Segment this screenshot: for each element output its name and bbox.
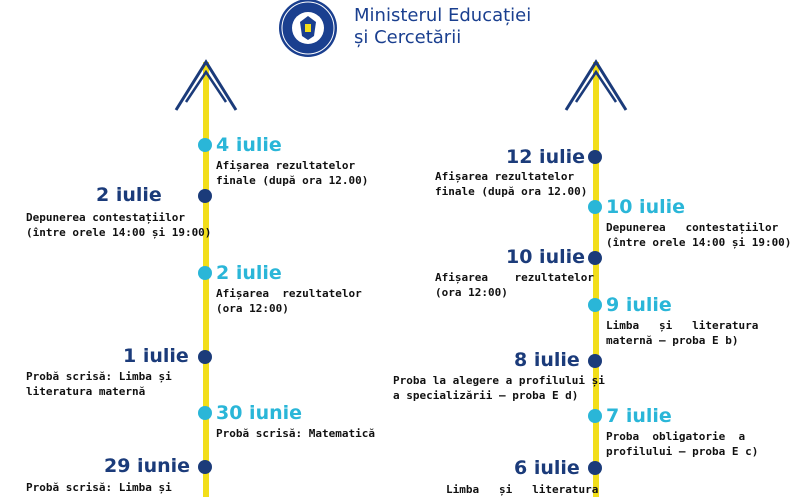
right-event-6-date: 7 iulie bbox=[606, 405, 672, 427]
left-event-1-date: 4 iulie bbox=[216, 134, 282, 156]
left-event-4-desc: Probă scrisă: Limba și literatura maternă bbox=[26, 370, 172, 398]
right-event-4-desc: Limba și literatura maternă – proba E b) bbox=[606, 319, 759, 347]
left-event-3-date: 2 iulie bbox=[216, 262, 282, 284]
right-event-7-desc: Limba și literatura bbox=[446, 483, 599, 496]
ministry-title-line1: Ministerul Educației bbox=[354, 5, 532, 26]
right-dot-7 bbox=[588, 461, 602, 475]
left-dot-3 bbox=[198, 266, 212, 280]
left-event-6-date: 29 iunie bbox=[104, 455, 191, 477]
right-event-3-date: 10 iulie bbox=[506, 246, 586, 268]
left-event-4-date: 1 iulie bbox=[123, 345, 189, 367]
right-event-6-desc: Proba obligatorie a profilului – proba E c) bbox=[606, 430, 759, 458]
right-dot-3 bbox=[588, 251, 602, 265]
left-event-2-desc: Depunerea contestațiilor (între orele 14:00 și 19:00) bbox=[26, 211, 212, 239]
left-event-2-date: 2 iulie bbox=[96, 184, 162, 206]
left-event-3-desc: Afișarea rezultatelor (ora 12:00) bbox=[216, 287, 362, 315]
right-dot-5 bbox=[588, 354, 602, 368]
ministry-title-line2: și Cercetării bbox=[354, 27, 462, 48]
left-dot-6 bbox=[198, 460, 212, 474]
right-event-3-desc: Afișarea rezultatelor (ora 12:00) bbox=[435, 271, 594, 299]
right-event-2-date: 10 iulie bbox=[606, 196, 686, 218]
left-event-5-desc: Probă scrisă: Matematică bbox=[216, 427, 375, 440]
right-event-7-date: 6 iulie bbox=[514, 457, 580, 479]
right-dot-1 bbox=[588, 150, 602, 164]
right-event-4-date: 9 iulie bbox=[606, 294, 672, 316]
right-dot-2 bbox=[588, 200, 602, 214]
right-event-1-desc: Afișarea rezultatelor finale (după ora 12.00) bbox=[435, 170, 588, 198]
right-event-5-desc: Proba la alegere a profilului și a specializării – proba E d) bbox=[393, 374, 605, 402]
left-dot-5 bbox=[198, 406, 212, 420]
left-dot-4 bbox=[198, 350, 212, 364]
left-event-1-desc: Afișarea rezultatelor finale (după ora 12.00) bbox=[216, 159, 369, 187]
right-event-5-date: 8 iulie bbox=[514, 349, 580, 371]
right-event-1-date: 12 iulie bbox=[506, 146, 586, 168]
left-event-6-desc: Probă scrisă: Limba și bbox=[26, 481, 172, 494]
left-dot-1 bbox=[198, 138, 212, 152]
right-dot-4 bbox=[588, 298, 602, 312]
right-dot-6 bbox=[588, 409, 602, 423]
left-dot-2 bbox=[198, 189, 212, 203]
left-event-5-date: 30 iunie bbox=[216, 402, 303, 424]
right-event-2-desc: Depunerea contestațiilor (între orele 14:00 și 19:00) bbox=[606, 221, 792, 249]
